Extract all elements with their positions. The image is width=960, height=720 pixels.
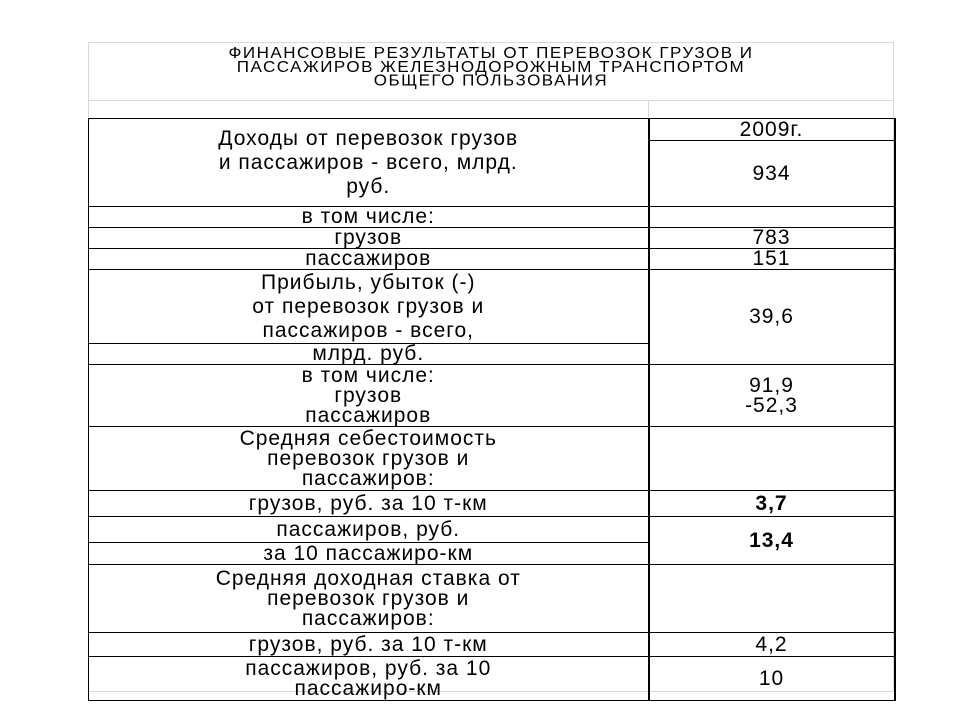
row-value: 39,6 [649, 270, 895, 365]
row-value: 934 [649, 141, 895, 207]
row-value: 3,7 [649, 491, 895, 517]
row-label: пассажиров, руб. за 10 пассажиро-км [89, 657, 649, 701]
row-value: 151 [649, 249, 895, 270]
row-label: грузов, руб. за 10 т-км [89, 633, 649, 657]
row-label: Доходы от перевозок грузов и пассажиров - всего, млрд. руб. [89, 119, 649, 207]
row-value [649, 427, 895, 491]
row-label: Средняя доходная ставка от перевозок грузов и пассажиров: [89, 565, 649, 633]
title-line-3: ОБЩЕГО ПОЛЬЗОВАНИЯ [373, 71, 609, 90]
row-value: 783 [649, 228, 895, 249]
row-value: 4,2 [649, 633, 895, 657]
row-label: грузов [89, 228, 649, 249]
title-line-1: ФИНАНСОВЫЕ РЕЗУЛЬТАТЫ ОТ ПЕРЕВОЗОК ГРУЗОВ И [228, 44, 754, 62]
row-value [649, 207, 895, 228]
row-value [649, 565, 895, 633]
grid-line [88, 100, 894, 101]
row-value: 13,4 [649, 517, 895, 565]
row-label: грузов, руб. за 10 т-км [89, 491, 649, 517]
year-header: 2009г. [649, 119, 895, 141]
row-value: 10 [649, 657, 895, 701]
row-label: в том числе: [89, 207, 649, 228]
row-label: Прибыль, убыток (-) от перевозок грузов и пассажиров - всего, [89, 270, 649, 344]
row-value: 91,9 -52,3 [649, 365, 895, 427]
title-line-2: ПАССАЖИРОВ ЖЕЛЕЗНОДОРОЖНЫМ ТРАНСПОРТОМ [236, 57, 746, 76]
row-label: Средняя себестоимость перевозок грузов и пассажиров: [89, 427, 649, 491]
row-label: за 10 пассажиро-км [89, 543, 649, 565]
financial-results-table [88, 118, 896, 701]
row-label: пассажиров, руб. [89, 517, 649, 543]
row-label: млрд. руб. [89, 344, 649, 365]
row-label: в том числе: грузов пассажиров [89, 365, 649, 427]
table-title [88, 44, 894, 90]
row-label: пассажиров [89, 249, 649, 270]
grid-line [648, 100, 649, 118]
